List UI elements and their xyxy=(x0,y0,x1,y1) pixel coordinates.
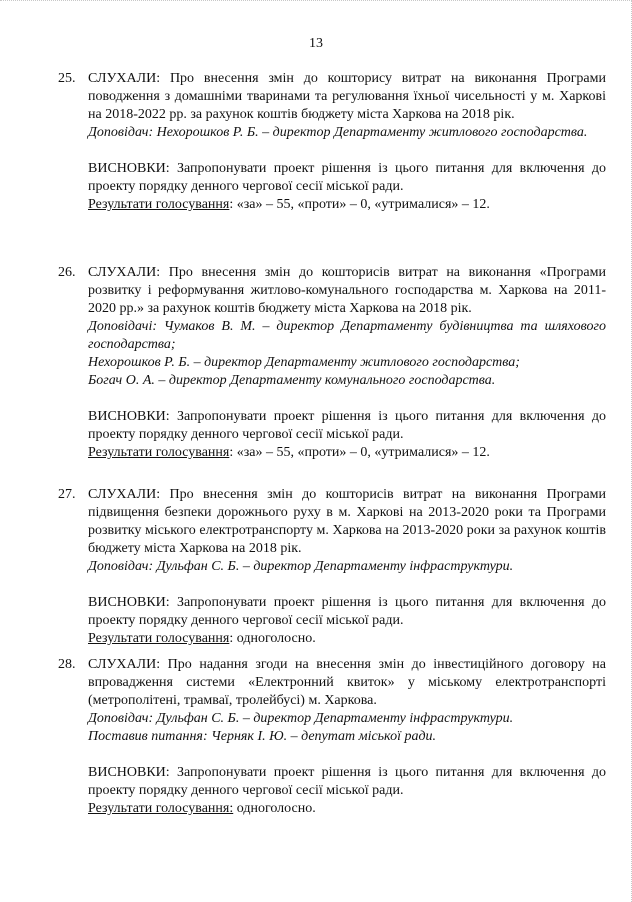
heard-text: Про надання згоди на внесення змін до інвестиційного договору на впровадження системи «Електронний квиток» у міському електротранспорті (метрополітені, трамваї, тролейбусі) м. Харкова. xyxy=(88,657,606,708)
speaker-line: Доповідач: Нехорошков Р. Б. – директор Департаменту житлового господарства. xyxy=(88,125,588,140)
vote-results xyxy=(88,444,606,462)
agenda-item-25 xyxy=(58,70,607,214)
conclusion-paragraph xyxy=(88,160,606,196)
heard-paragraph xyxy=(88,486,606,558)
page-edge-top xyxy=(0,0,632,5)
speaker-line: Доповідачі: Чумаков В. М. – директор Департаменту будівництва та шляхового господарства; xyxy=(88,319,606,352)
speaker-line: Доповідач: Дульфан С. Б. – директор Департаменту інфраструктури. xyxy=(88,559,514,574)
vote-label: Результати голосування xyxy=(88,445,230,460)
agenda-item-27 xyxy=(58,486,607,648)
item-number: 25. xyxy=(58,71,76,86)
agenda-item-28 xyxy=(58,656,607,818)
conclusion-text: Запропонувати проект рішення із цього питання для включення до проекту порядку денного чергової сесії міської ради. xyxy=(88,595,607,628)
agenda-item-26 xyxy=(58,264,607,462)
vote-text: одноголосно. xyxy=(233,801,316,816)
heard-label: СЛУХАЛИ: xyxy=(88,71,161,86)
item-number: 27. xyxy=(58,487,76,502)
heard-text: Про внесення змін до кошторисів витрат на виконання Програми підвищення безпеки дорожнього руху в м. Харкові на 2013-2020 роки та Програми розвитку міського електротранспорту м. Харкова на 2013-2020 роки за рахунок коштів бюджету міста Харкова на 2018 рік. xyxy=(88,487,606,556)
item-number: 28. xyxy=(58,657,76,672)
vote-label: Результати голосування xyxy=(88,197,230,212)
heard-paragraph xyxy=(88,264,606,318)
heard-paragraph xyxy=(88,70,606,124)
vote-results xyxy=(88,196,606,214)
conclusion-label: ВИСНОВКИ: xyxy=(88,595,170,610)
heard-paragraph xyxy=(88,656,606,710)
heard-label: СЛУХАЛИ: xyxy=(88,487,161,502)
vote-text: : «за» – 55, «проти» – 0, «утрималися» – 12. xyxy=(229,197,490,212)
vote-label: Результати голосування: xyxy=(88,801,234,816)
vote-text: : «за» – 55, «проти» – 0, «утрималися» – 12. xyxy=(229,445,490,460)
conclusion-paragraph xyxy=(88,594,606,630)
conclusion-label: ВИСНОВКИ: xyxy=(88,765,170,780)
speaker-line: Богач О. А. – директор Департаменту комунального господарства. xyxy=(88,373,496,388)
speaker-line: Поставив питання: Черняк І. Ю. – депутат міської ради. xyxy=(88,729,437,744)
conclusion-paragraph xyxy=(88,408,606,444)
item-number: 26. xyxy=(58,265,76,280)
conclusion-text: Запропонувати проект рішення із цього питання для включення до проекту порядку денного чергової сесії міської ради. xyxy=(88,161,607,194)
heard-text: Про внесення змін до кошторису витрат на виконання Програми поводження з домашніми тваринами та регулювання їхньої чисельності у м. Харкові на 2018-2022 рр. за рахунок коштів бюджету міста Харкова на 2018 рік. xyxy=(88,71,606,122)
heard-label: СЛУХАЛИ: xyxy=(88,265,161,280)
speaker-line: Доповідач: Дульфан С. Б. – директор Департаменту інфраструктури. xyxy=(88,711,514,726)
heard-text: Про внесення змін до кошторисів витрат на виконання «Програми розвитку і реформування житлово-комунального господарства м. Харкова на 2011-2020 рр.» за рахунок коштів бюджету міста Харкова на 2018 рік. xyxy=(88,265,606,316)
conclusion-label: ВИСНОВКИ: xyxy=(88,161,170,176)
speaker-line: Нехорошков Р. Б. – директор Департаменту житлового господарства; xyxy=(88,355,520,370)
vote-text: : одноголосно. xyxy=(229,631,316,646)
conclusion-text: Запропонувати проект рішення із цього питання для включення до проекту порядку денного чергової сесії міської ради. xyxy=(88,409,607,442)
page-number: 13 xyxy=(309,36,323,51)
conclusion-text: Запропонувати проект рішення із цього питання для включення до проекту порядку денного чергової сесії міської ради. xyxy=(88,765,607,798)
conclusion-label: ВИСНОВКИ: xyxy=(88,409,170,424)
heard-label: СЛУХАЛИ: xyxy=(88,657,161,672)
vote-label: Результати голосування xyxy=(88,631,230,646)
vote-results xyxy=(88,630,606,648)
vote-results xyxy=(88,800,606,818)
conclusion-paragraph xyxy=(88,764,606,800)
